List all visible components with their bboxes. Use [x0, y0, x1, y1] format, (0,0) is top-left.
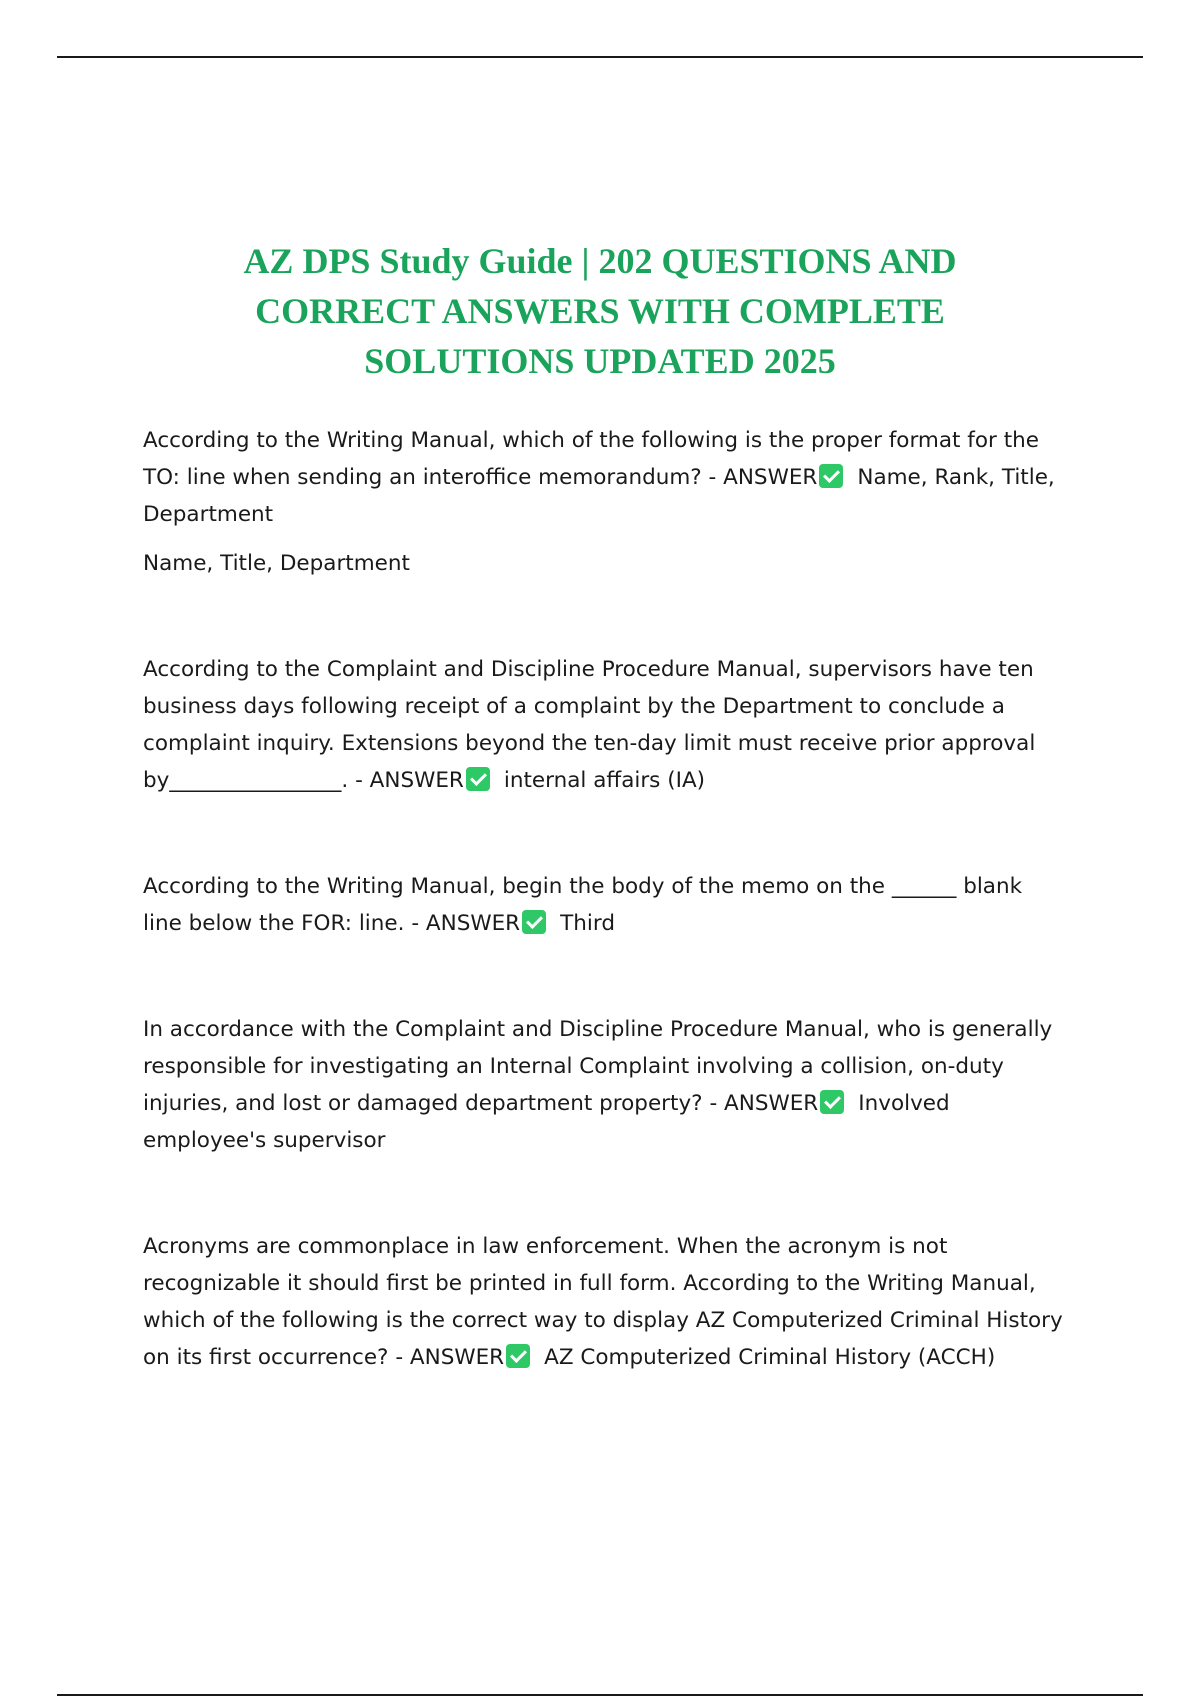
question-text: According to the Complaint and Discipline Procedure Manual, supervisors have ten business days following receipt of a complaint by the Department to conclude a complaint inquiry. Extensions beyond the ten-day limit must receive prior approval by________________. [143, 657, 1036, 793]
title-line: CORRECT ANSWERS WITH COMPLETE [255, 291, 945, 332]
page-title [140, 236, 1060, 386]
qa-item [143, 651, 1063, 799]
qa-text [143, 1011, 1063, 1159]
top-divider [57, 56, 1143, 58]
qa-item [143, 1011, 1063, 1159]
question-text: Acronyms are commonplace in law enforcement. When the acronym is not recognizable it should first be printed in full form. According to the Writing Manual, which of the following is the correct way to display AZ Computerized Criminal History on its first occurrence? [143, 1234, 1063, 1370]
qa-item [143, 1228, 1063, 1376]
answer-text: internal affairs (IA) [503, 768, 706, 793]
answer-marker: - ANSWER [395, 1345, 505, 1370]
answer-text: AZ Computerized Criminal History (ACCH) [544, 1345, 996, 1370]
answer-extra-text: Name, Title, Department [143, 551, 410, 576]
answer-marker: - ANSWER [411, 911, 521, 936]
bottom-divider [57, 1694, 1143, 1696]
check-mark-icon [819, 464, 843, 488]
answer-marker: - ANSWER [708, 465, 818, 490]
qa-item [143, 868, 1063, 942]
question-text: In accordance with the Complaint and Discipline Procedure Manual, who is generally responsible for investigating an Internal Complaint involving a collision, on-duty injuries, and lost or damaged department property? [143, 1017, 1053, 1116]
check-mark-icon [466, 767, 490, 791]
qa-text [143, 422, 1063, 533]
answer-marker: - ANSWER [355, 768, 464, 793]
question-text: According to the Writing Manual, which of the following is the proper format for the TO: line when sending an interoffice memorandum? [143, 428, 1039, 490]
qa-text [143, 651, 1063, 799]
answer-text: Involved employee's supervisor [143, 1091, 950, 1153]
check-mark-icon [522, 910, 546, 934]
question-text: According to the Writing Manual, begin the body of the memo on the ______ blank line below the FOR: line. [143, 874, 1023, 936]
qa-text [143, 868, 1063, 942]
title-line: AZ DPS Study Guide | 202 QUESTIONS AND [243, 241, 957, 282]
qa-item [143, 422, 1063, 533]
title-line: SOLUTIONS UPDATED 2025 [364, 341, 836, 382]
qa-list [143, 422, 1063, 1445]
check-mark-icon [820, 1090, 844, 1114]
answer-text: Third [560, 911, 615, 936]
answer-marker: - ANSWER [709, 1091, 819, 1116]
qa-text [143, 1228, 1063, 1376]
answer-text: Name, Rank, Title, Department [143, 465, 1055, 527]
check-mark-icon [506, 1344, 530, 1368]
